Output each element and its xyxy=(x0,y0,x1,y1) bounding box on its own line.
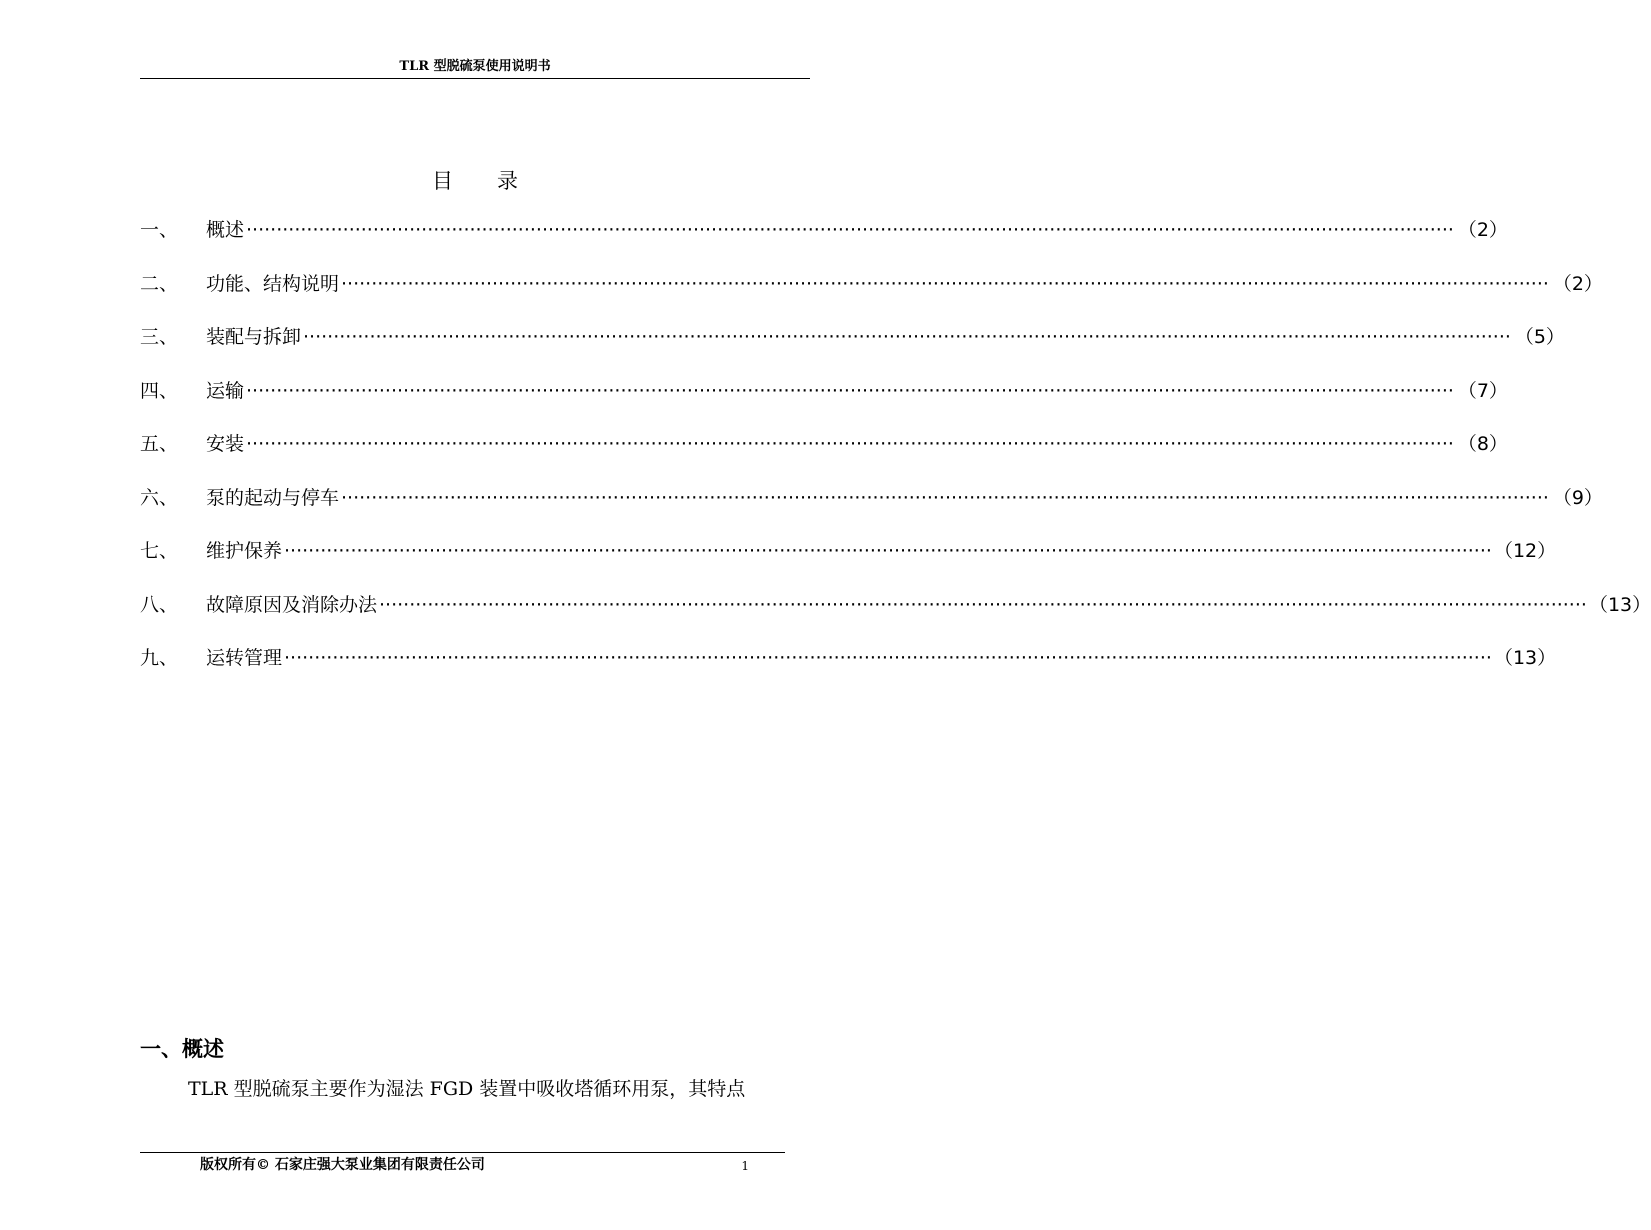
toc-dot-leader: ········································································································································································································ xyxy=(246,433,1454,455)
toc-entry-page: （8） xyxy=(1457,433,1508,455)
table-of-contents xyxy=(140,214,1651,696)
toc-dot-leader: ········································································································································································································ xyxy=(341,486,1549,509)
toc-entry-label: 运转管理 xyxy=(206,647,283,669)
toc-dot-leader: ········································································································································································································ xyxy=(341,272,1549,295)
toc-entry-number: 六、 xyxy=(140,486,179,509)
page-number: 1 xyxy=(741,1159,749,1173)
toc-entry-number: 二、 xyxy=(140,272,179,295)
toc-entry-label: 维护保养 xyxy=(206,540,283,562)
toc-entry-label: 功能、结构说明 xyxy=(206,272,340,295)
page-header xyxy=(140,58,810,79)
toc-entry-overview[interactable] xyxy=(140,214,1508,268)
toc-entry-number: 九、 xyxy=(140,647,179,669)
toc-entry-page: （9） xyxy=(1552,486,1603,509)
toc-entry-page: （13） xyxy=(1493,647,1557,669)
toc-entry-page: （2） xyxy=(1457,219,1508,241)
toc-entry-start-stop[interactable] xyxy=(140,482,1603,536)
toc-entry-operation-management[interactable] xyxy=(140,642,1557,696)
toc-title: 目录 xyxy=(432,169,562,193)
toc-entry-label: 运输 xyxy=(206,379,245,402)
toc-dot-leader: ········································································································································································································ xyxy=(284,540,1492,562)
toc-entry-number: 四、 xyxy=(140,379,179,402)
toc-entry-number: 三、 xyxy=(140,326,179,348)
toc-dot-leader: ········································································································································································································ xyxy=(246,379,1454,402)
toc-entry-label: 安装 xyxy=(206,433,245,455)
toc-entry-page: （5） xyxy=(1514,326,1565,348)
toc-entry-assembly[interactable] xyxy=(140,321,1565,375)
toc-entry-installation[interactable] xyxy=(140,428,1508,482)
section-heading: 一、概述 xyxy=(140,1037,224,1061)
toc-entry-label: 泵的起动与停车 xyxy=(206,486,340,509)
header-title: TLR 型脱硫泵使用说明书 xyxy=(399,59,551,74)
toc-entry-function-structure[interactable] xyxy=(140,268,1603,322)
toc-dot-leader: ········································································································································································································ xyxy=(379,593,1587,616)
footer-copyright: 版权所有© 石家庄强大泵业集团有限责任公司 xyxy=(200,1157,485,1173)
toc-entry-page: （12） xyxy=(1493,540,1557,562)
toc-entry-number: 七、 xyxy=(140,540,179,562)
toc-entry-number: 八、 xyxy=(140,593,179,616)
toc-dot-leader: ········································································································································································································ xyxy=(246,219,1454,241)
page-footer xyxy=(140,1152,785,1177)
toc-entry-number: 一、 xyxy=(140,219,179,241)
toc-entry-number: 五、 xyxy=(140,433,179,455)
toc-entry-page: （13） xyxy=(1588,593,1651,616)
toc-entry-page: （2） xyxy=(1552,272,1603,295)
toc-dot-leader: ········································································································································································································ xyxy=(303,326,1511,348)
toc-entry-label: 装配与拆卸 xyxy=(206,326,302,348)
toc-entry-troubleshooting[interactable] xyxy=(140,589,1651,643)
toc-dot-leader: ········································································································································································································ xyxy=(284,647,1492,669)
toc-entry-label: 概述 xyxy=(206,219,245,241)
toc-entry-maintenance[interactable] xyxy=(140,535,1557,589)
section-body-text: TLR 型脱硫泵主要作为湿法 FGD 装置中吸收塔循环用泵，其特点 xyxy=(188,1078,746,1100)
toc-entry-label: 故障原因及消除办法 xyxy=(206,593,378,616)
toc-entry-transport[interactable] xyxy=(140,375,1508,429)
toc-entry-page: （7） xyxy=(1457,379,1508,402)
